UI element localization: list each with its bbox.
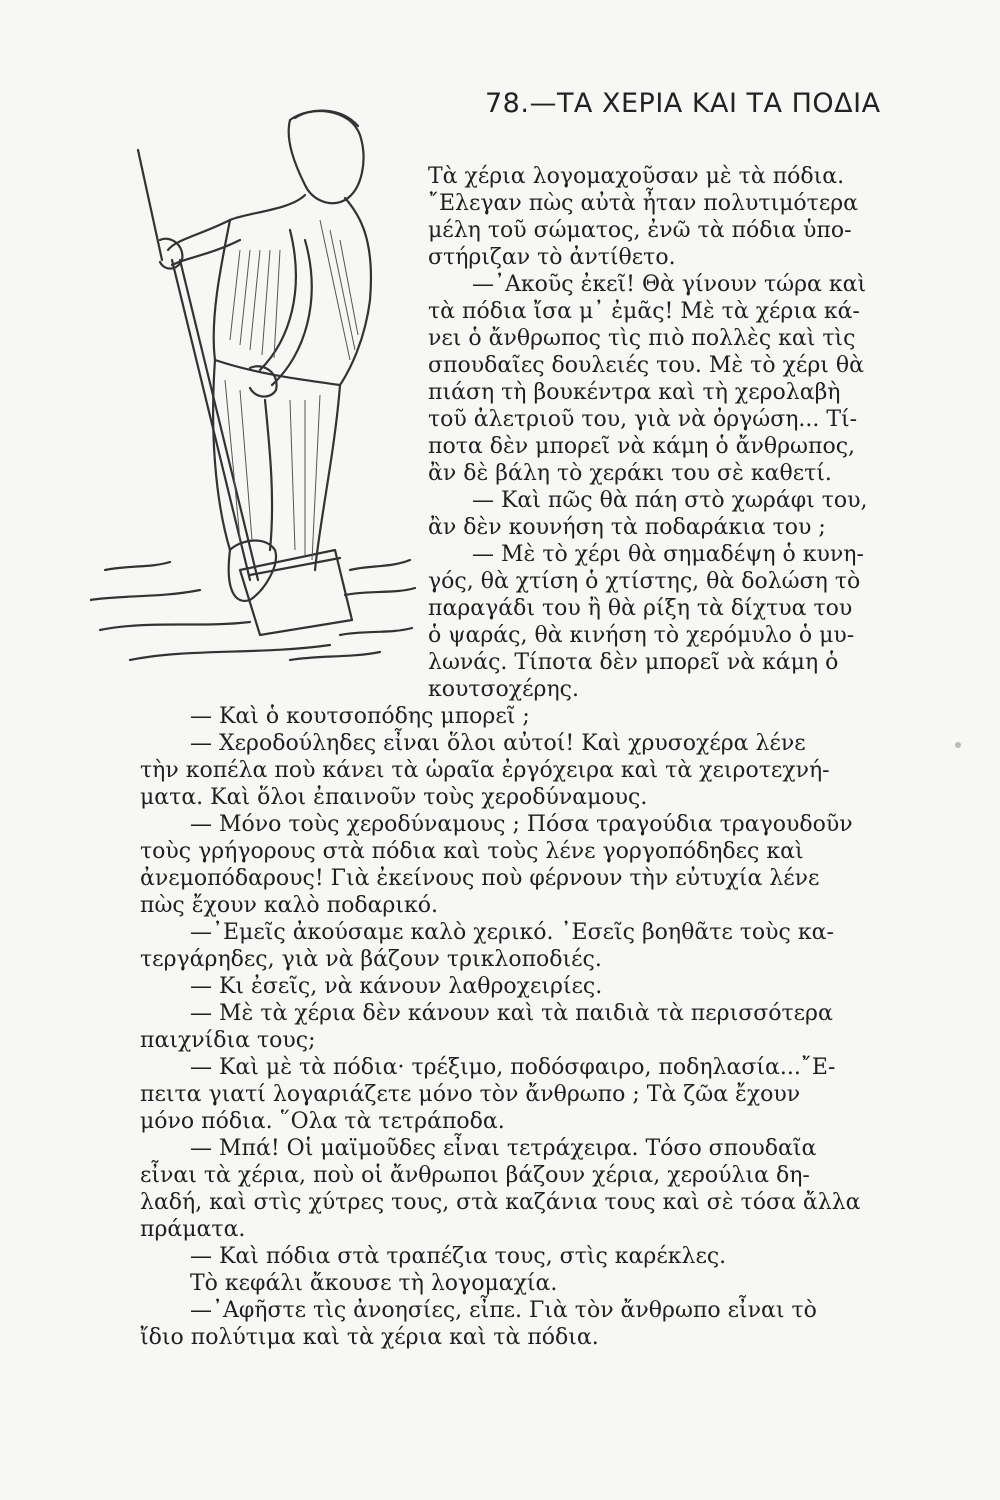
text-line: πὼς ἔχουν καλὸ ποδαρικό. bbox=[140, 893, 438, 918]
text-line: λωνάς. Τίποτα δὲν μπορεῖ νὰ κάμη ὁ bbox=[428, 650, 839, 675]
text-line: ἂν δὲ βάλη τὸ χεράκι του σὲ καθετί. bbox=[428, 461, 832, 486]
text-line: κουτσοχέρης. bbox=[428, 677, 579, 702]
text-line: ἀνεμοπόδαρους! Γιὰ ἐκείνους ποὺ φέρνουν τὴν εὐτυχία λένε bbox=[140, 866, 820, 891]
text-line: —᾿Ακοῦς ἐκεῖ! Θὰ γίνουν τώρα καὶ bbox=[472, 272, 867, 297]
text-line: τὴν κοπέλα ποὺ κάνει τὰ ὡραῖα ἐργόχειρα καὶ τὰ χειροτεχνή- bbox=[140, 758, 830, 783]
text-line: πειτα γιατί λογαριάζετε μόνο τὸν ἄνθρωπο ; Τὰ ζῶα ἔχουν bbox=[140, 1082, 801, 1107]
text-line: μέλη τοῦ σώματος, ἐνῶ τὰ πόδια ὑπο- bbox=[428, 218, 852, 243]
text-line: ἴδιο πολύτιμα καὶ τὰ χέρια καὶ τὰ πόδια. bbox=[140, 1325, 599, 1350]
text-line: τοῦ ἀλετριοῦ του, γιὰ νὰ ὀργώση... Τί- bbox=[428, 407, 858, 432]
page-title: 78.—ΤΑ ΧΕΡΙΑ ΚΑΙ ΤΑ ΠΟΔΙΑ bbox=[485, 88, 881, 119]
text-line: στήριζαν τὸ ἀντίθετο. bbox=[428, 245, 676, 270]
text-line: ματα. Καὶ ὅλοι ἐπαινοῦν τοὺς χεροδύναμους. bbox=[140, 785, 648, 810]
text-line: εἶναι τὰ χέρια, ποὺ οἱ ἄνθρωποι βάζουν χέρια, χερούλια δη- bbox=[140, 1163, 810, 1188]
text-line: —᾿Αφῆστε τὶς ἀνοησίες, εἶπε. Γιὰ τὸν ἄνθρωπο εἶναι τὸ bbox=[190, 1298, 817, 1323]
text-line: σπουδαῖες δουλειές του. Μὲ τὸ χέρι θὰ bbox=[428, 353, 864, 378]
text-line: νει ὁ ἄνθρωπος τὶς πιὸ πολλὲς καὶ τὶς bbox=[428, 326, 856, 351]
text-line: — Καὶ πόδια στὰ τραπέζια τους, στὶς καρέκλες. bbox=[190, 1244, 727, 1269]
text-line: — Μὲ τὸ χέρι θὰ σημαδέψη ὁ κυνη- bbox=[472, 542, 864, 567]
text-line: — Μὲ τὰ χέρια δὲν κάνουν καὶ τὰ παιδιὰ τὰ περισσότερα bbox=[190, 1001, 833, 1026]
text-line: — Καὶ πῶς θὰ πάη στὸ χωράφι του, bbox=[472, 488, 868, 513]
text-line: — Μόνο τοὺς χεροδύναμους ; Πόσα τραγούδια τραγουδοῦν bbox=[190, 812, 853, 837]
text-line: ῎Ελεγαν πὼς αὐτὰ ἦταν πολυτιμότερα bbox=[428, 191, 859, 216]
text-line: τοὺς γρήγορους στὰ πόδια καὶ τοὺς λένε γοργοπόδηδες καὶ bbox=[140, 839, 804, 864]
text-line: ποτα δὲν μπορεῖ νὰ κάμη ὁ ἄνθρωπος, bbox=[428, 434, 856, 459]
text-line: — Κι ἐσεῖς, νὰ κάνουν λαθροχειρίες. bbox=[190, 974, 603, 999]
text-line: λαδή, καὶ στὶς χύτρες τους, στὰ καζάνια τους καὶ σὲ τόσα ἄλλα bbox=[140, 1190, 861, 1215]
text-line: — Καὶ ὁ κουτσοπόδης μπορεῖ ; bbox=[190, 704, 530, 729]
text-line: γός, θὰ χτίση ὁ χτίστης, θὰ δολώση τὸ bbox=[428, 569, 861, 594]
text-line: Τὸ κεφάλι ἄκουσε τὴ λογομαχία. bbox=[190, 1271, 558, 1296]
text-line: τὰ πόδια ἴσα μ᾿ ἐμᾶς! Μὲ τὰ χέρια κά- bbox=[428, 299, 860, 324]
text-line: πιάση τὴ βουκέντρα καὶ τὴ χερολαβὴ bbox=[428, 380, 841, 405]
text-line: —᾿Εμεῖς ἀκούσαμε καλὸ χερικό. ᾿Εσεῖς βοηθᾶτε τοὺς κα- bbox=[190, 920, 834, 945]
text-line: ὁ ψαράς, θὰ κινήση τὸ χερόμυλο ὁ μυ- bbox=[428, 623, 855, 648]
text-line: πράματα. bbox=[140, 1217, 246, 1242]
text-line: — Μπά! Οἱ μαϊμοῦδες εἶναι τετράχειρα. Τόσο σπουδαῖα bbox=[190, 1136, 817, 1161]
margin-speck bbox=[955, 742, 961, 748]
text-line: — Χεροδούληδες εἶναι ὅλοι αὐτοί! Καὶ χρυσοχέρα λένε bbox=[190, 731, 806, 756]
digging-man-illustration bbox=[90, 100, 420, 680]
text-line: ἂν δὲν κουνήση τὰ ποδαράκια του ; bbox=[428, 515, 826, 540]
text-line: παραγάδι του ἢ θὰ ρίξη τὰ δίχτυα του bbox=[428, 596, 853, 621]
text-line: Τὰ χέρια λογομαχοῦσαν μὲ τὰ πόδια. bbox=[428, 164, 845, 189]
text-line: — Καὶ μὲ τὰ πόδια· τρέξιμο, ποδόσφαιρο, ποδηλασία...῎Ε- bbox=[190, 1055, 836, 1080]
text-line: τεργάρηδες, γιὰ νὰ βάζουν τρικλοποδιές. bbox=[140, 947, 602, 972]
text-line: μόνο πόδια. ῞Ολα τὰ τετράποδα. bbox=[140, 1109, 505, 1134]
text-line: παιχνίδια τους; bbox=[140, 1028, 316, 1053]
